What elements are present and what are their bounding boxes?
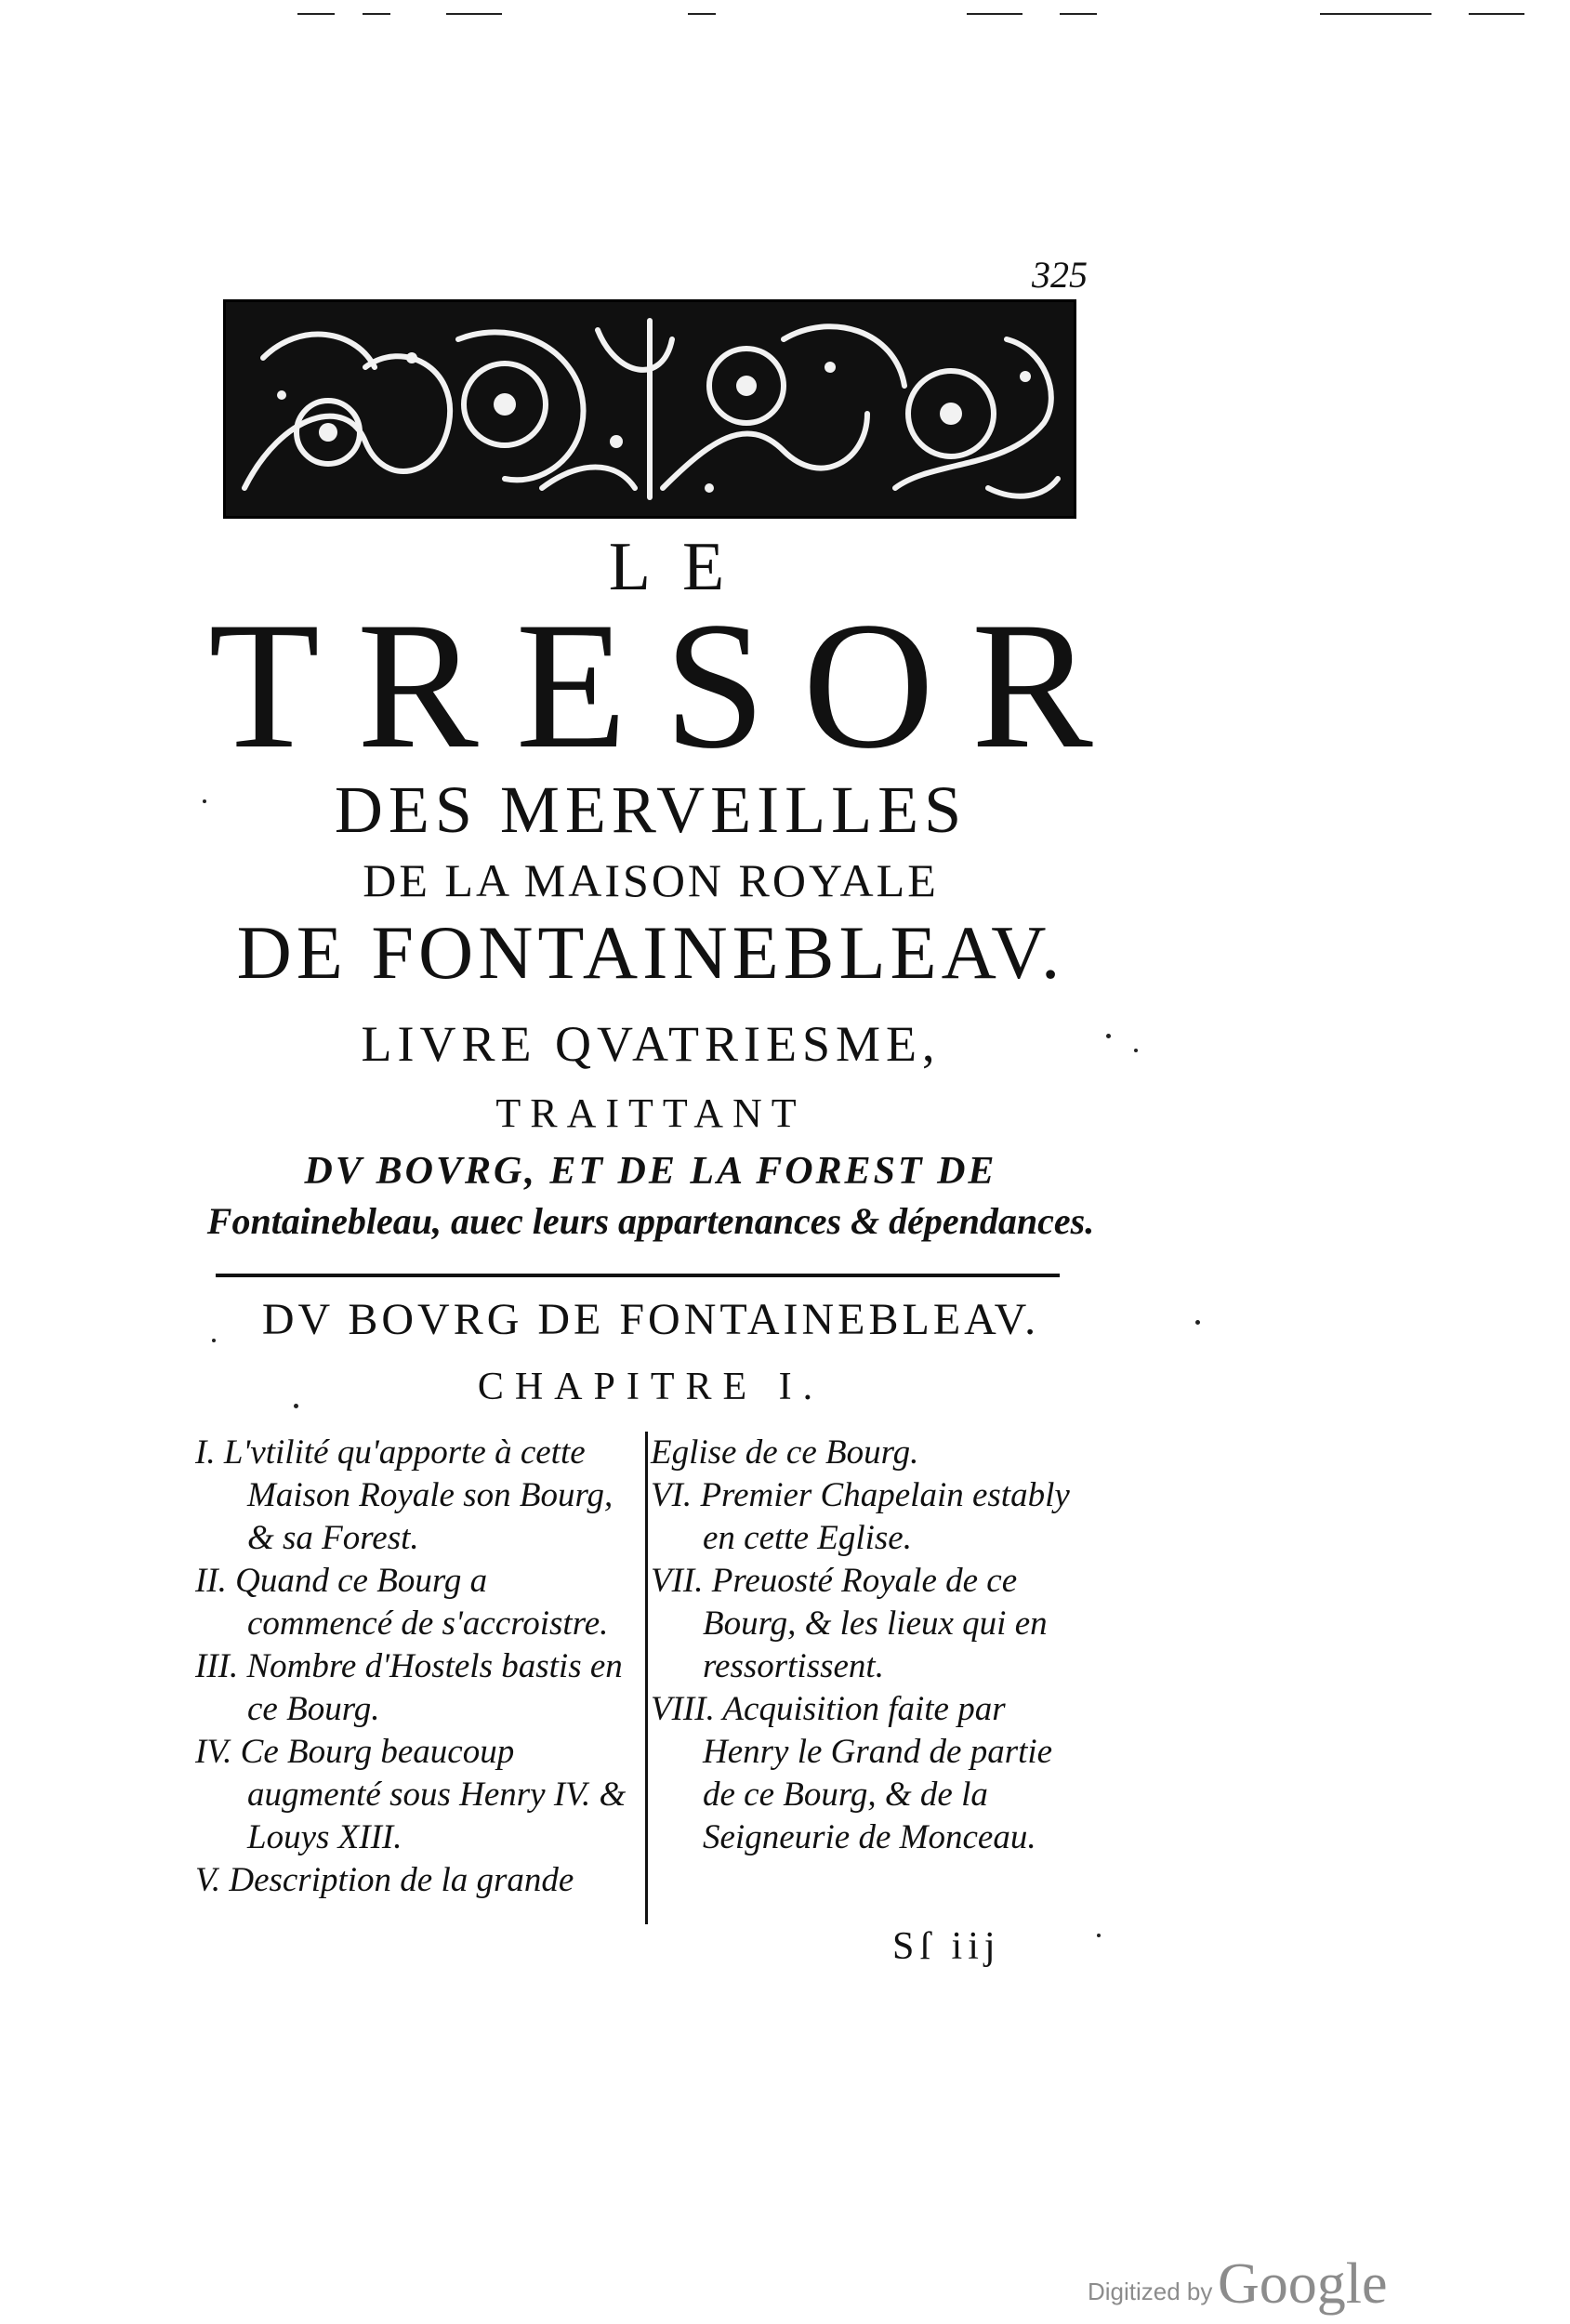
- entry-number: VIII.: [651, 1690, 715, 1728]
- entry-text: Eglise de ce Bourg.: [651, 1433, 919, 1472]
- ink-speck: [1195, 1320, 1200, 1325]
- entry-number: VII.: [651, 1562, 704, 1600]
- summary-column-right: [651, 1432, 1088, 1859]
- summary-column-left: [195, 1432, 640, 1902]
- title-tresor: TRESOR: [208, 585, 1130, 786]
- entry-number: VI.: [651, 1476, 693, 1514]
- summary-entry: [195, 1645, 640, 1731]
- entry-number: II.: [195, 1562, 227, 1600]
- watermark-brand: Google: [1218, 2252, 1388, 2316]
- ink-speck: [203, 799, 206, 803]
- entry-text: Acquisition faite par Henry le Grand de partie de ce Bourg, & de la Seigneurie de Monceau.: [703, 1690, 1053, 1856]
- entry-text: L'vtilité qu'apporte à cette Maison Royale son Bourg, & sa Forest.: [223, 1433, 613, 1557]
- horizontal-rule: [216, 1274, 1060, 1277]
- entry-number: V.: [195, 1861, 221, 1899]
- title-bourg-forest: DV BOVRG, ET DE LA FOREST DE: [304, 1150, 997, 1193]
- summary-entry: [195, 1731, 640, 1859]
- title-maison-royale: DE LA MAISON ROYALE: [363, 854, 939, 906]
- title-traittant: TRAITTANT: [495, 1090, 806, 1136]
- entry-text: Quand ce Bourg a commencé de s'accroistre.: [235, 1562, 609, 1643]
- ink-speck: [212, 1339, 216, 1342]
- ornamental-headpiece-icon: [223, 299, 1076, 519]
- entry-text: Description de la grande: [229, 1861, 574, 1899]
- ink-speck: [1106, 1034, 1111, 1038]
- entry-text: Premier Chapelain estably en cette Eglise.: [700, 1476, 1070, 1557]
- summary-entry: [195, 1432, 640, 1560]
- entry-number: IV.: [195, 1733, 232, 1771]
- summary-entry: [195, 1560, 640, 1645]
- chapter-heading: CHAPITRE I.: [477, 1366, 825, 1408]
- entry-text: Ce Bourg beaucoup augmenté sous Henry IV. & Louys XIII.: [240, 1733, 627, 1856]
- entry-number: III.: [195, 1647, 239, 1685]
- summary-entry: [651, 1432, 1088, 1474]
- watermark-prefix: Digitized by: [1088, 2278, 1213, 2305]
- signature-mark: Sſ iij: [892, 1925, 1001, 1968]
- title-livre: LIVRE QVATRIESME,: [361, 1016, 941, 1072]
- title-merveilles: DES MERVEILLES: [334, 772, 968, 847]
- scan-edge-marks: [297, 13, 1562, 19]
- ink-speck: [1097, 1934, 1101, 1937]
- title-appartenances: Fontainebleau, auec leurs appartenances & dépendances.: [206, 1200, 1095, 1242]
- section-heading: DV BOVRG DE FONTAINEBLEAV.: [261, 1295, 1040, 1344]
- summary-entry: [651, 1474, 1088, 1560]
- digitized-watermark: [1088, 2252, 1422, 2316]
- entry-text: Nombre d'Hostels bastis en ce Bourg.: [246, 1647, 623, 1728]
- chapter-summary: [195, 1432, 1088, 1934]
- title-le: LE: [608, 529, 757, 605]
- summary-entry: [651, 1560, 1088, 1688]
- summary-entry: [651, 1688, 1088, 1859]
- page-number: 325: [1032, 254, 1088, 296]
- ink-speck: [294, 1404, 298, 1408]
- column-divider: [645, 1432, 648, 1924]
- entry-text: Preuosté Royale de ce Bourg, & les lieux qui en ressortissent.: [703, 1562, 1048, 1685]
- title-fontainebleau: DE FONTAINEBLEAV.: [236, 910, 1065, 995]
- summary-entry: [195, 1859, 640, 1902]
- entry-number: I.: [195, 1433, 216, 1472]
- ink-speck: [1134, 1049, 1138, 1052]
